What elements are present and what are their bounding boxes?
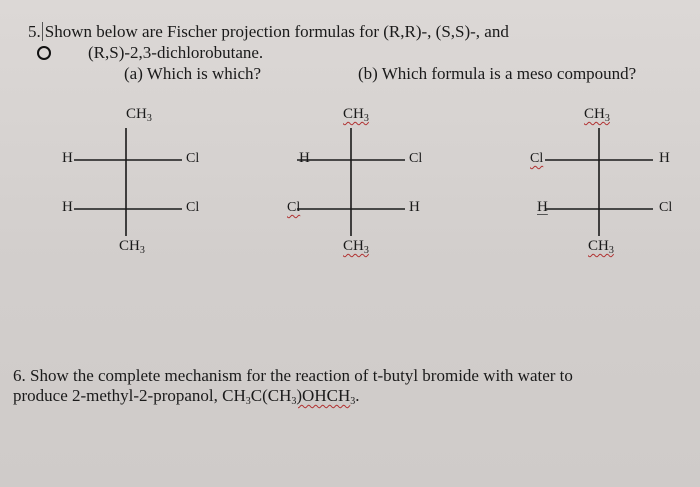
fischer-2-c2-left: H bbox=[299, 150, 310, 166]
fischer-1-c2-right: Cl bbox=[186, 151, 200, 166]
fischer-1-c2-left: H bbox=[62, 150, 73, 166]
question-5-number: 5. bbox=[28, 22, 41, 41]
fischer-2-c3-left: Cl bbox=[287, 200, 301, 215]
question-5-part-a: (a) Which is which? bbox=[124, 64, 262, 83]
fischer-3-c2-left: Cl bbox=[530, 151, 544, 166]
question-5-line2: (R,S)-2,3-dichlorobutane. bbox=[88, 43, 264, 62]
fischer-3-bottom-group: $CH_3$ bbox=[588, 238, 614, 256]
fischer-1-bottom-group: $CH_3$ bbox=[119, 238, 145, 256]
fischer-2-c2-right: Cl bbox=[409, 151, 423, 166]
fischer-2-top-group: $CH_3$ bbox=[343, 106, 369, 124]
fischer-2-c3-right: H bbox=[409, 199, 420, 215]
question-5-part-b: (b) Which formula is a meso compound? bbox=[358, 64, 637, 83]
question-6-line1: 6. Show the complete mechanism for the reaction of t-butyl bromide with water to bbox=[13, 366, 573, 385]
fischer-2-bottom-group: $CH_3$ bbox=[343, 238, 369, 256]
fischer-1-top-group: $CH_3$ bbox=[126, 106, 152, 124]
fischer-3-top-group: $CH_3$ bbox=[584, 106, 610, 124]
fischer-3-c3-right: Cl bbox=[659, 200, 673, 215]
question-6-line2 bbox=[13, 386, 359, 406]
fischer-1-c3-left: H bbox=[62, 199, 73, 215]
fischer-3-c2-right: H bbox=[659, 150, 670, 166]
question-5-line1: Shown below are Fischer projection formulas for (R,R)-, (S,S)-, and bbox=[44, 22, 509, 41]
question-6-formula: $CH_3C(CH_3)OHCH_3$. bbox=[222, 386, 360, 407]
fischer-1-c3-right: Cl bbox=[186, 200, 200, 215]
fischer-3-c3-left: H bbox=[537, 199, 548, 215]
question-6-line2-prefix: produce 2-methyl-2-propanol, bbox=[13, 386, 223, 405]
